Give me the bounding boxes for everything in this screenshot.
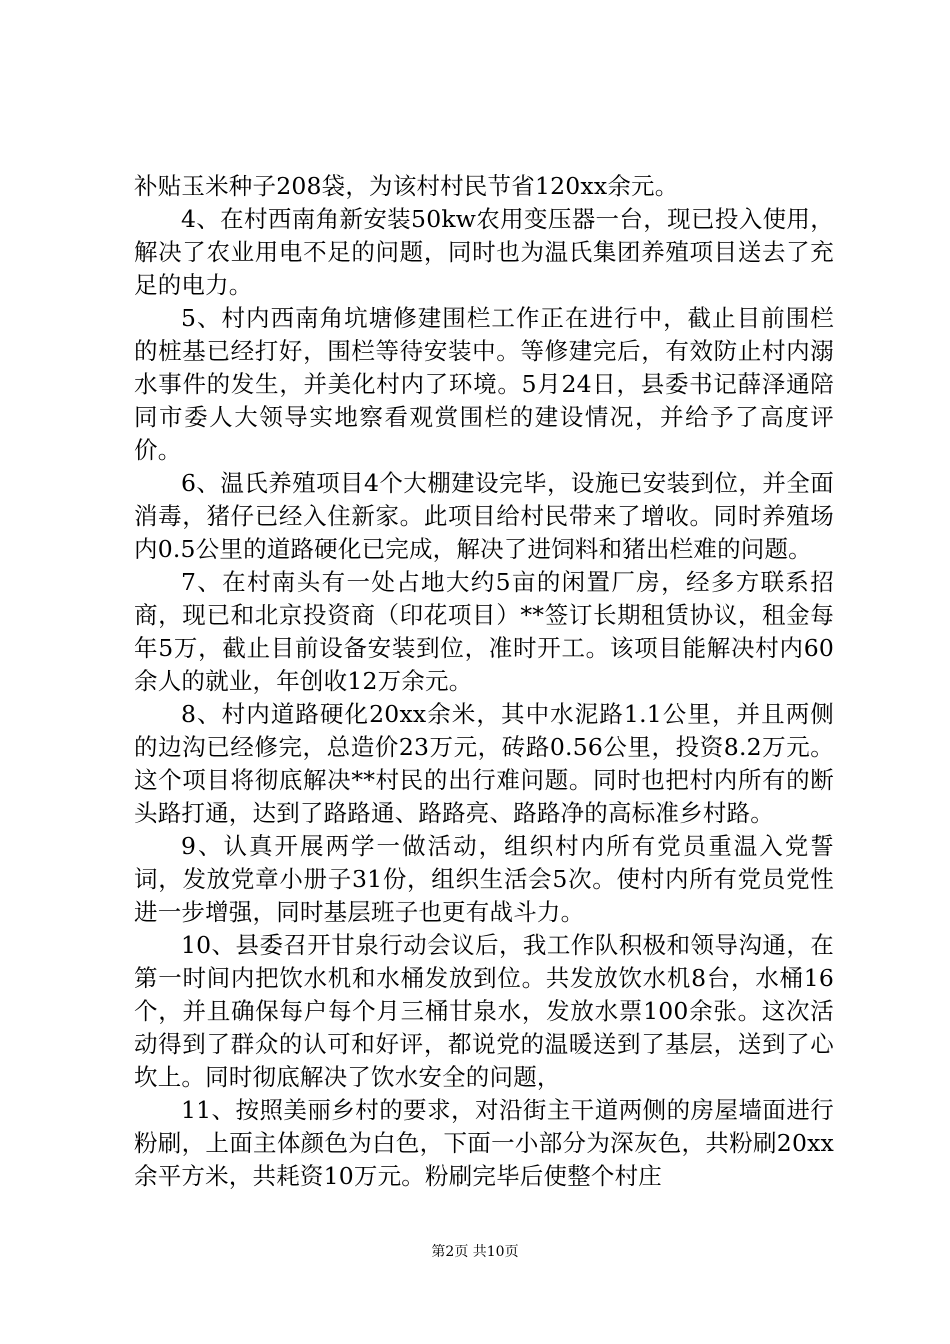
paragraph-4: 6、温氏养殖项目4个大棚建设完毕，设施已安装到位，并全面消毒，猪仔已经入住新家。此项目给村民带来了增收。同时养殖场内0.5公里的道路硬化已完成，解决了进饲料和猪出栏难的问题。 — [134, 469, 834, 563]
paragraph-9: 11、按照美丽乡村的要求，对沿街主干道两侧的房屋墙面进行粉刷，上面主体颜色为白色，下面一小部分为深灰色，共粉刷20xx余平方米，共耗资10万元。粉刷完毕后使整个村庄 — [134, 1096, 834, 1190]
paragraph-8: 10、县委召开甘泉行动会议后，我工作队积极和领导沟通，在第一时间内把饮水机和水桶发放到位。共发放饮水机8台，水桶16个，并且确保每户每个月三桶甘泉水，发放水票100余张。这次活动得到了群众的认可和好评，都说党的温暖送到了基层，送到了心坎上。同时彻底解决了饮水安全的问题， — [134, 931, 834, 1091]
paragraph-2: 4、在村西南角新安装50kw农用变压器一台，现已投入使用，解决了农业用电不足的问题，同时也为温氏集团养殖项目送去了充足的电力。 — [134, 205, 834, 299]
page-number-footer: 第2页 共10页 — [431, 1244, 519, 1260]
paragraph-1: 补贴玉米种子208袋，为该村村民节省120xx余元。 — [134, 172, 679, 200]
paragraph-5: 7、在村南头有一处占地大约5亩的闲置厂房，经多方联系招商，现已和北京投资商（印花项目）**签订长期租赁协议，租金每年5万，截止目前设备安装到位，准时开工。该项目能解决村内60余人的就业，年创收12万余元。 — [134, 568, 834, 695]
paragraph-3: 5、村内西南角坑塘修建围栏工作正在进行中，截止目前围栏的桩基已经打好，围栏等待安装中。等修建完后，有效防止村内溺水事件的发生，并美化村内了环境。5月24日，县委书记薛泽通陪同市委人大领导实地察看观赏围栏的建设情况，并给予了高度评价。 — [134, 304, 834, 464]
paragraph-7: 9、认真开展两学一做活动，组织村内所有党员重温入党誓词，发放党章小册子31份，组织生活会5次。使村内所有党员党性进一步增强，同时基层班子也更有战斗力。 — [134, 832, 834, 926]
document-body — [134, 170, 834, 1193]
paragraph-6: 8、村内道路硬化20xx余米，其中水泥路1.1公里，并且两侧的边沟已经修完，总造价23万元，砖路0.56公里，投资8.2万元。这个项目将彻底解决**村民的出行难问题。同时也把村内所有的断头路打通，达到了路路通、路路亮、路路净的高标准乡村路。 — [134, 700, 834, 827]
